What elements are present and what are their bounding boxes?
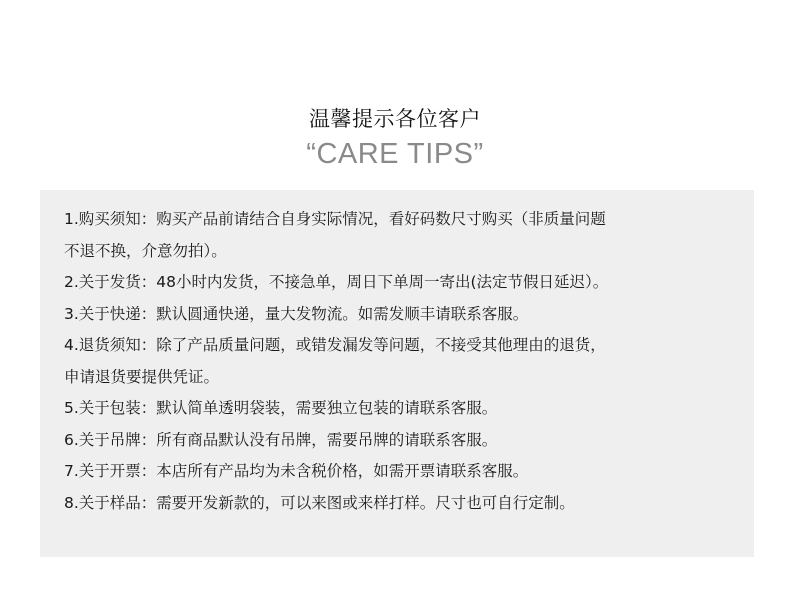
page-title: 温馨提示各位客户 xyxy=(309,107,481,131)
tip-return-policy: 4.退货须知：除了产品质量问题，或错发漏发等问题，不接受其他理由的退货， xyxy=(64,336,606,354)
tip-shipping: 2.关于发货：48小时内发货，不接急单，周日下单周一寄出(法定节假日延迟）。 xyxy=(64,273,609,291)
tips-panel xyxy=(40,190,754,557)
page-subtitle: “CARE TIPS” xyxy=(306,138,484,170)
tip-purchase-notice-cont: 不退不换，介意勿拍）。 xyxy=(64,241,227,260)
tip-packaging: 5.关于包装：默认简单透明袋装，需要独立包装的请联系客服。 xyxy=(64,399,498,417)
tip-courier: 3.关于快递：默认圆通快递，量大发物流。如需发顺丰请联系客服。 xyxy=(64,304,529,323)
tip-invoice: 7.关于开票：本店所有产品均为未含税价格，如需开票请联系客服。 xyxy=(64,462,529,480)
tip-samples: 8.关于样品：需要开发新款的，可以来图或来样打样。尺寸也可自行定制。 xyxy=(64,493,575,512)
tip-return-policy-cont: 申请退货要提供凭证。 xyxy=(64,367,220,386)
tip-hang-tag: 6.关于吊牌：所有商品默认没有吊牌，需要吊牌的请联系客服。 xyxy=(64,430,498,449)
tip-purchase-notice: 1.购买须知：购买产品前请结合自身实际情况，看好码数尺寸购买（非质量问题 xyxy=(64,210,606,228)
